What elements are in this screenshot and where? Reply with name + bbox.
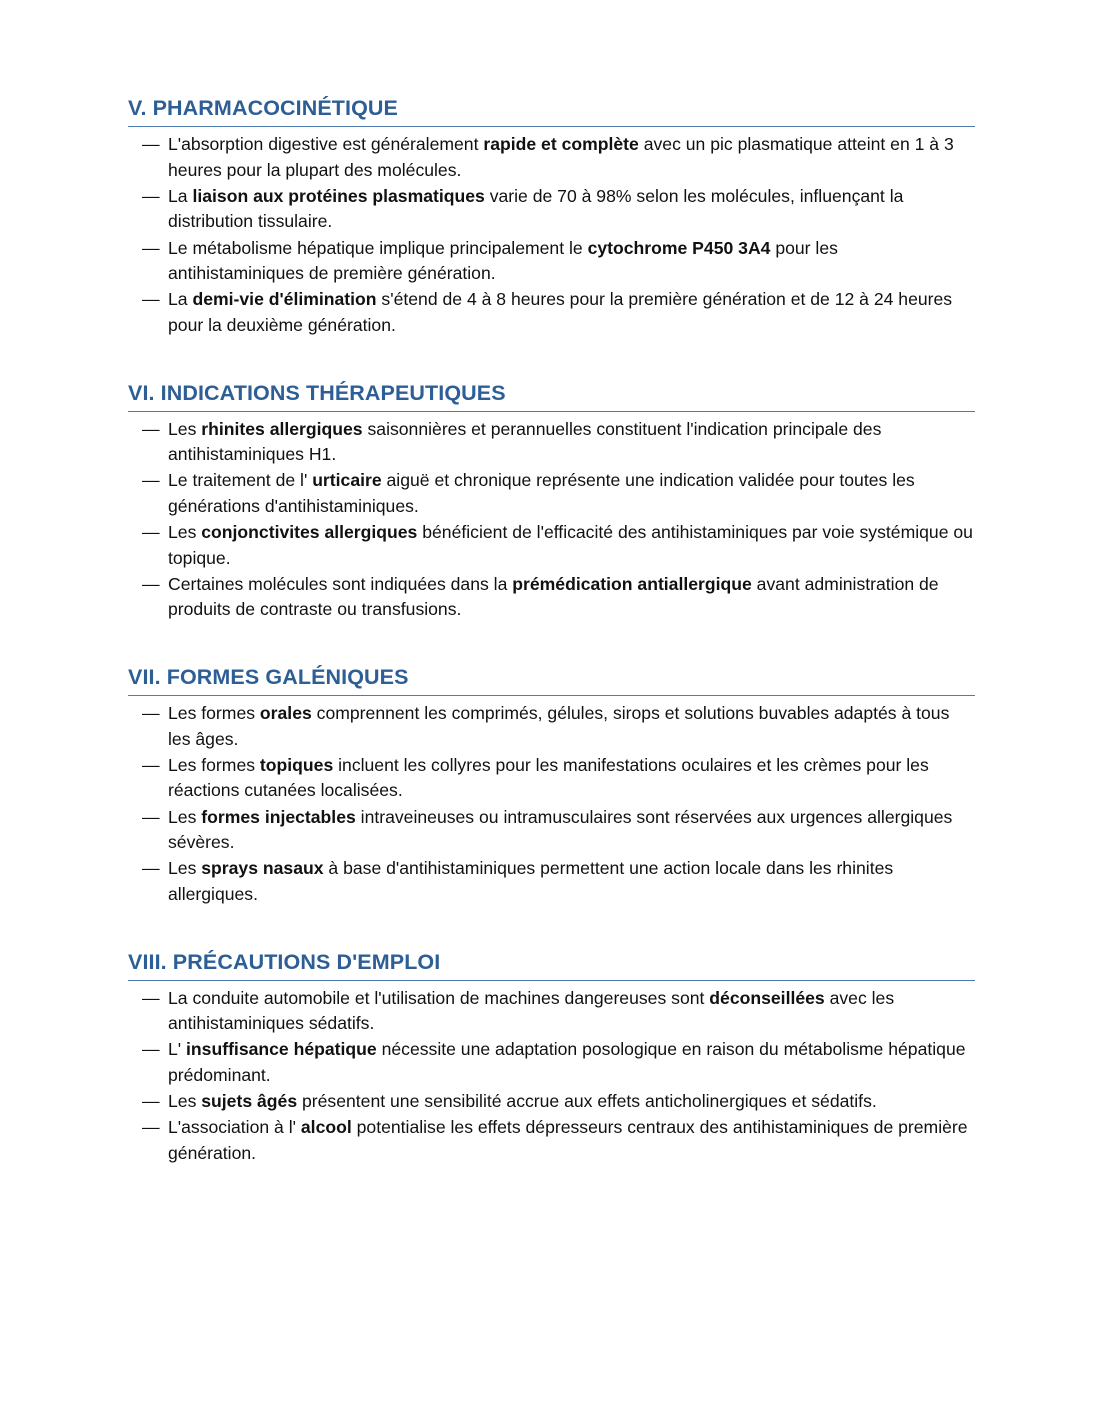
- section-heading: VII. FORMES GALÉNIQUES: [128, 665, 975, 696]
- item-emphasis: conjonctivites allergiques: [201, 522, 418, 543]
- bullet-list: [128, 986, 975, 1167]
- item-emphasis: prémédication antiallergique: [512, 573, 752, 594]
- item-text: Les: [168, 418, 202, 439]
- dash-bullet: —: [142, 185, 160, 206]
- item-text: L'absorption digestive est généralement: [168, 134, 484, 154]
- item-text: avec les antihistaminiques sédatifs.: [168, 987, 895, 1034]
- dash-bullet: —: [142, 987, 160, 1008]
- dash-bullet: —: [142, 289, 160, 310]
- section-indications-therapeutiques: [128, 381, 975, 624]
- bullet-list: [128, 417, 975, 624]
- list-item: [128, 805, 975, 856]
- item-emphasis: cytochrome P450 3A4: [587, 237, 771, 258]
- dash-bullet: —: [142, 754, 160, 775]
- item-emphasis: sprays nasaux: [201, 858, 324, 879]
- list-item: [128, 520, 975, 571]
- dash-bullet: —: [142, 470, 160, 491]
- item-emphasis: orales: [259, 703, 312, 724]
- list-item: [128, 701, 975, 752]
- dash-bullet: —: [142, 522, 160, 543]
- item-text: pour les antihistaminiques de première génération.: [168, 237, 838, 284]
- item-emphasis: liaison aux protéines plasmatiques: [192, 185, 485, 206]
- list-item: [128, 184, 975, 235]
- section-formes-galeniques: [128, 665, 975, 908]
- item-text: Les: [168, 1091, 202, 1112]
- bullet-list: [128, 132, 975, 339]
- section-heading: VIII. PRÉCAUTIONS D'EMPLOI: [128, 950, 975, 981]
- list-item: [128, 856, 975, 907]
- list-item: [128, 986, 975, 1037]
- item-text: Les formes: [168, 703, 260, 724]
- item-emphasis: sujets âgés: [201, 1091, 298, 1112]
- item-text: nécessite une adaptation posologique en raison du métabolisme hépatique prédominant.: [168, 1039, 966, 1085]
- item-text: La: [168, 289, 193, 310]
- section-heading: VI. INDICATIONS THÉRAPEUTIQUES: [128, 381, 975, 412]
- item-text: L'association à l': [168, 1117, 301, 1138]
- item-emphasis: rapide et complète: [483, 134, 639, 154]
- dash-bullet: —: [142, 573, 160, 594]
- bullet-list: [128, 701, 975, 908]
- dash-bullet: —: [142, 703, 160, 724]
- item-emphasis: déconseillées: [709, 987, 825, 1008]
- item-text: s'étend de 4 à 8 heures pour la première génération et de 12 à 24 heures pour la deuxième génération.: [168, 289, 953, 335]
- item-emphasis: topiques: [259, 754, 334, 775]
- item-text: Le traitement de l': [168, 470, 313, 491]
- item-text: Les: [168, 858, 202, 879]
- item-text: potentialise les effets dépresseurs centraux des antihistaminiques de première génération.: [168, 1117, 968, 1163]
- list-item: [128, 236, 975, 287]
- item-emphasis: urticaire: [312, 470, 382, 491]
- list-item: [128, 1115, 975, 1166]
- list-item: [128, 572, 975, 623]
- list-item: [128, 753, 975, 804]
- list-item: [128, 1089, 975, 1115]
- section-heading: V. PHARMACOCINÉTIQUE: [128, 96, 975, 127]
- item-text: Les formes: [168, 754, 260, 775]
- item-text: Les: [168, 806, 202, 827]
- item-text: avant administration de produits de contraste ou transfusions.: [168, 573, 939, 620]
- item-text: Certaines molécules sont indiquées dans la: [168, 573, 513, 594]
- item-text: saisonnières et perannuelles constituent l'indication principale des antihistaminiques H1.: [168, 418, 882, 465]
- item-text: incluent les collyres pour les manifestations oculaires et les crèmes pour les réactions cutanées localisées.: [168, 754, 929, 801]
- item-text: bénéficient de l'efficacité des antihistaminiques par voie systémique ou topique.: [168, 522, 973, 568]
- item-text: aiguë et chronique représente une indication validée pour toutes les générations d'antihistaminiques.: [168, 470, 915, 516]
- item-emphasis: formes injectables: [201, 806, 356, 827]
- item-text: présentent une sensibilité accrue aux effets anticholinergiques et sédatifs.: [297, 1091, 877, 1112]
- item-emphasis: alcool: [300, 1117, 352, 1138]
- dash-bullet: —: [142, 1091, 160, 1112]
- list-item: [128, 1037, 975, 1088]
- item-emphasis: rhinites allergiques: [201, 418, 363, 439]
- dash-bullet: —: [142, 237, 160, 258]
- section-pharmacocinetique: [128, 96, 975, 339]
- item-text: La: [168, 185, 193, 206]
- dash-bullet: —: [142, 418, 160, 439]
- item-text: La conduite automobile et l'utilisation de machines dangereuses sont: [168, 987, 710, 1008]
- item-emphasis: demi-vie d'élimination: [192, 289, 377, 310]
- section-precautions-emploi: [128, 950, 975, 1167]
- item-text: Les: [168, 522, 202, 543]
- dash-bullet: —: [142, 134, 160, 154]
- item-text: à base d'antihistaminiques permettent une action locale dans les rhinites allergiques.: [168, 858, 894, 904]
- item-text: varie de 70 à 98% selon les molécules, influençant la distribution tissulaire.: [168, 185, 904, 232]
- dash-bullet: —: [142, 806, 160, 827]
- item-text: intraveineuses ou intramusculaires sont réservées aux urgences allergiques sévères.: [168, 806, 953, 853]
- dash-bullet: —: [142, 858, 160, 879]
- list-item: [128, 132, 975, 183]
- list-item: [128, 287, 975, 338]
- item-text: comprennent les comprimés, gélules, sirops et solutions buvables adaptés à tous les âges.: [168, 703, 950, 749]
- list-item: [128, 417, 975, 468]
- item-text: Le métabolisme hépatique implique principalement le: [168, 237, 588, 258]
- list-item: [128, 468, 975, 519]
- item-emphasis: insuffisance hépatique: [186, 1039, 377, 1060]
- dash-bullet: —: [142, 1039, 160, 1060]
- item-text: L': [168, 1039, 187, 1060]
- dash-bullet: —: [142, 1117, 160, 1138]
- item-text: avec un pic plasmatique atteint en 1 à 3 heures pour la plupart des molécules.: [168, 134, 954, 180]
